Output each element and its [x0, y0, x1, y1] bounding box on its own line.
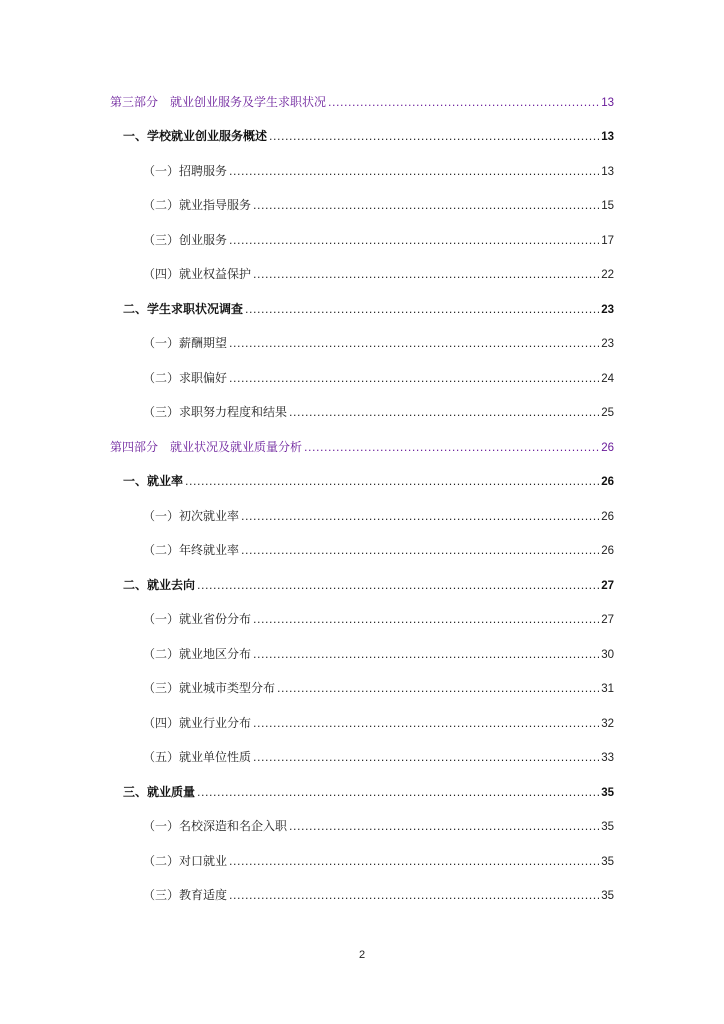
toc-leader-dots	[229, 231, 599, 251]
toc-entry-page: 23	[601, 338, 614, 350]
toc-entry-label: 一、就业率	[123, 474, 184, 488]
toc-entry-label: （三）就业城市类型分布	[143, 681, 276, 695]
toc-leader-dots	[253, 645, 599, 665]
toc-leader-dots	[328, 93, 599, 113]
toc-leader-dots	[269, 127, 599, 147]
toc-entry-page: 27	[601, 580, 614, 592]
toc-entry-page: 26	[601, 476, 614, 488]
toc-entry-page: 31	[601, 683, 614, 695]
toc-entry-label: （一）初次就业率	[143, 509, 240, 523]
toc-entry-label: （二）对口就业	[143, 854, 228, 868]
toc-entry-page: 25	[601, 407, 614, 419]
toc-entry-part[interactable]	[110, 437, 614, 457]
toc-entry-subsection[interactable]	[143, 644, 614, 664]
toc-entry-page: 13	[601, 97, 614, 109]
toc-entry-label: 二、学生求职状况调查	[123, 302, 244, 316]
toc-entry-page: 33	[601, 752, 614, 764]
toc-leader-dots	[289, 403, 599, 423]
toc-entry-page: 24	[601, 373, 614, 385]
toc-entry-subsection[interactable]	[143, 161, 614, 181]
toc-entry-subsection[interactable]	[143, 230, 614, 250]
toc-leader-dots	[197, 783, 599, 803]
toc-leader-dots	[197, 576, 599, 596]
toc-leader-dots	[245, 300, 599, 320]
toc-leader-dots	[229, 369, 599, 389]
toc-entry-page: 17	[601, 235, 614, 247]
toc-entry-label: （三）教育适度	[143, 888, 228, 902]
toc-entry-subsection[interactable]	[143, 402, 614, 422]
toc-leader-dots	[277, 679, 599, 699]
toc-entry-page: 35	[601, 787, 614, 799]
toc-entry-page: 13	[601, 131, 614, 143]
toc-entry-subsection[interactable]	[143, 540, 614, 560]
toc-leader-dots	[229, 162, 599, 182]
toc-entry-label: （四）就业行业分布	[143, 716, 252, 730]
toc-entry-label: 二、就业去向	[123, 578, 196, 592]
toc-entry-label: （三）求职努力程度和结果	[143, 405, 288, 419]
toc-entry-label: （一）招聘服务	[143, 164, 228, 178]
toc-leader-dots	[289, 817, 599, 837]
toc-entry-subsection[interactable]	[143, 678, 614, 698]
toc-leader-dots	[185, 472, 599, 492]
toc-leader-dots	[229, 852, 599, 872]
toc-entry-section[interactable]	[123, 782, 614, 802]
toc-entry-label: 三、就业质量	[123, 785, 196, 799]
toc-entry-subsection[interactable]	[143, 368, 614, 388]
toc-entry-label: 第三部分 就业创业服务及学生求职状况	[110, 95, 327, 109]
toc-entry-page: 35	[601, 821, 614, 833]
toc-entry-subsection[interactable]	[143, 885, 614, 905]
toc-leader-dots	[241, 541, 599, 561]
toc-entry-page: 15	[601, 200, 614, 212]
toc-entry-subsection[interactable]	[143, 747, 614, 767]
toc-entry-section[interactable]	[123, 471, 614, 491]
toc-entry-section[interactable]	[123, 126, 614, 146]
toc-entry-label: （一）薪酬期望	[143, 336, 228, 350]
toc-entry-label: （三）创业服务	[143, 233, 228, 247]
toc-leader-dots	[241, 507, 599, 527]
toc-entry-label: （二）年终就业率	[143, 543, 240, 557]
toc-entry-page: 35	[601, 856, 614, 868]
toc-leader-dots	[253, 748, 599, 768]
toc-leader-dots	[253, 196, 599, 216]
toc-entry-subsection[interactable]	[143, 195, 614, 215]
toc-entry-page: 22	[601, 269, 614, 281]
toc-leader-dots	[253, 714, 599, 734]
toc-entry-label: 第四部分 就业状况及就业质量分析	[110, 440, 303, 454]
toc-leader-dots	[253, 610, 599, 630]
toc-entry-label: 一、学校就业创业服务概述	[123, 129, 268, 143]
toc-entry-subsection[interactable]	[143, 506, 614, 526]
toc-entry-label: （二）求职偏好	[143, 371, 228, 385]
toc-entry-page: 13	[601, 166, 614, 178]
toc-entry-subsection[interactable]	[143, 816, 614, 836]
toc-entry-subsection[interactable]	[143, 333, 614, 353]
toc-entry-label: （一）名校深造和名企入职	[143, 819, 288, 833]
toc-entry-label: （二）就业地区分布	[143, 647, 252, 661]
toc-leader-dots	[253, 265, 599, 285]
toc-entry-subsection[interactable]	[143, 264, 614, 284]
toc-entry-subsection[interactable]	[143, 851, 614, 871]
page-number: 2	[358, 949, 366, 961]
toc-entry-label: （五）就业单位性质	[143, 750, 252, 764]
toc-entry-page: 26	[601, 545, 614, 557]
toc-entry-section[interactable]	[123, 299, 614, 319]
toc-entry-page: 35	[601, 890, 614, 902]
toc-entry-section[interactable]	[123, 575, 614, 595]
toc-entry-subsection[interactable]	[143, 713, 614, 733]
toc-entry-label: （二）就业指导服务	[143, 198, 252, 212]
toc-entry-page: 27	[601, 614, 614, 626]
toc-entry-page: 32	[601, 718, 614, 730]
toc-entry-label: （四）就业权益保护	[143, 267, 252, 281]
toc-leader-dots	[229, 334, 599, 354]
toc-entry-page: 23	[601, 304, 614, 316]
toc-entry-part[interactable]	[110, 92, 614, 112]
toc-entry-page: 30	[601, 649, 614, 661]
toc-entry-label: （一）就业省份分布	[143, 612, 252, 626]
toc-entry-page: 26	[601, 511, 614, 523]
toc-entry-subsection[interactable]	[143, 609, 614, 629]
toc-entry-page: 26	[601, 442, 614, 454]
toc-leader-dots	[304, 438, 599, 458]
toc-leader-dots	[229, 886, 599, 906]
